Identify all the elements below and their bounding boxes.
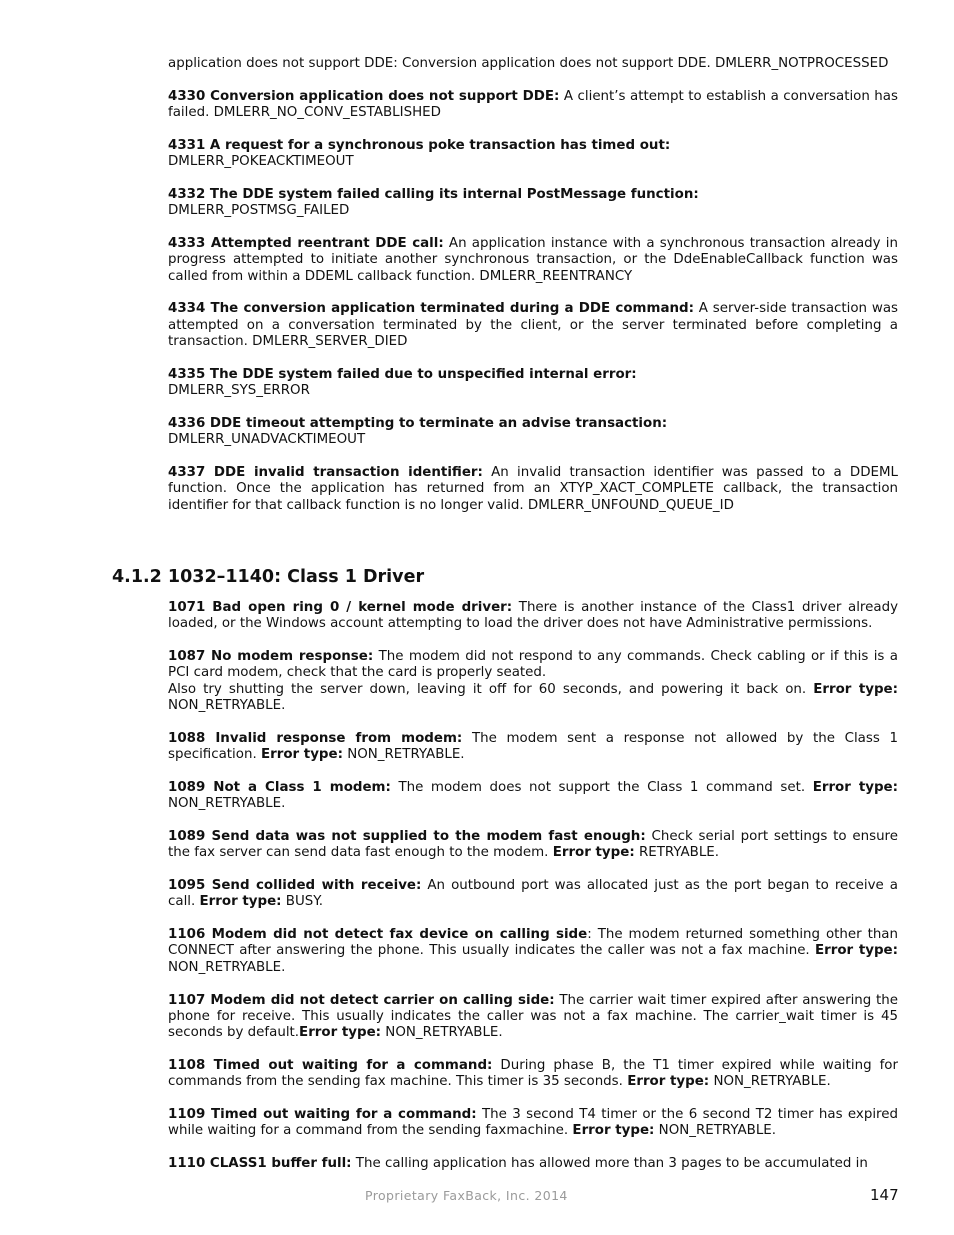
entry-paragraph — [168, 56, 898, 72]
entry-title: 4335 The DDE system failed due to unspecified internal error: — [168, 366, 637, 382]
entry-text: application does not support DDE: Conversion application does not support DDE. DMLERR_NOTPROCESSED — [168, 56, 889, 71]
entry-title: 1088 Invalid response from modem: — [168, 730, 463, 746]
entry-paragraph — [168, 138, 898, 171]
error-list-dde — [168, 56, 898, 530]
error-type-value: NON_RETRYABLE. — [168, 697, 286, 713]
error-type-value: NON_RETRYABLE. — [713, 1074, 831, 1090]
entry-paragraph — [168, 649, 898, 714]
error-type-value: NON_RETRYABLE. — [347, 747, 465, 763]
entry-title: 4330 Conversion application does not support DDE: — [168, 88, 560, 104]
entry-title: 1087 No modem response: — [168, 649, 374, 665]
entry-text: The modem sent a response not allowed by the Class 1 specification. — [168, 730, 898, 763]
entry-text: There is another instance of the Class1 driver already loaded, or the Windows account attempting to load the driver does not have Administrative permissions. — [168, 600, 898, 632]
error-type-value: BUSY. — [285, 894, 323, 910]
error-type-value: RETRYABLE. — [638, 845, 720, 861]
entry-text: The carrier wait timer expired after answering the phone for receive. This usually indicates the caller was not a fax machine. The carrier_wait timer is 45 seconds by default. — [168, 992, 898, 1041]
entry-paragraph — [168, 1156, 898, 1172]
entry-text: The 3 second T4 timer or the 6 second T2 timer has expired while waiting for a command from the sending faxmachine. — [168, 1107, 898, 1139]
entry-title: 1089 Send data was not supplied to the modem fast enough: — [168, 828, 646, 844]
entry-text: DMLERR_POKEACKTIMEOUT — [168, 154, 354, 170]
entry-title: 1095 Send collided with receive: — [168, 878, 422, 894]
error-type-label: Error type: — [199, 894, 282, 910]
entry-paragraph — [168, 1058, 898, 1091]
error-type-label: Error type: — [260, 747, 343, 763]
entry-text: A client’s attempt to establish a conversation has failed. DMLERR_NO_CONV_ESTABLISHED — [168, 88, 898, 121]
entry-title: 4332 The DDE system failed calling its internal PostMessage function: — [168, 186, 699, 202]
entry-text: DMLERR_UNADVACKTIMEOUT — [168, 432, 366, 448]
entry-paragraph — [168, 367, 898, 400]
entry-paragraph — [168, 829, 898, 862]
entry-text: The modem returned something other than CONNECT after answering the phone. This usually indicates the caller was not a fax machine. — [168, 927, 899, 959]
page-number: 147 — [870, 1186, 899, 1204]
error-type-label: Error type: — [572, 1123, 655, 1139]
entry-text: The modem did not respond to any commands. Check cabling or if this is a PCI card modem, check that the card is properly seated. — [168, 649, 898, 681]
error-type-label: Error type: — [627, 1074, 710, 1090]
error-type-value: NON_RETRYABLE. — [168, 796, 286, 812]
entry-paragraph — [168, 1107, 898, 1140]
entry-title: 4336 DDE timeout attempting to terminate an advise transaction: — [168, 415, 668, 431]
entry-title: 4333 Attempted reentrant DDE call: — [168, 236, 444, 252]
entry-paragraph — [168, 878, 898, 911]
error-type-value: NON_RETRYABLE. — [658, 1123, 776, 1139]
error-type-label: Error type: — [299, 1025, 382, 1041]
section-heading: 4.1.2 1032–1140: Class 1 Driver — [112, 567, 425, 587]
entry-text: DMLERR_SYS_ERROR — [168, 383, 310, 399]
entry-separator: : — [587, 927, 592, 943]
entry-paragraph — [168, 993, 898, 1042]
entry-title: 1089 Not a Class 1 modem: — [168, 779, 391, 795]
entry-title: 4331 A request for a synchronous poke transaction has timed out: — [168, 137, 671, 153]
entry-title: 1108 Timed out waiting for a command: — [168, 1057, 493, 1073]
entry-title: 4337 DDE invalid transaction identifier: — [168, 465, 483, 481]
error-type-label: Error type: — [552, 845, 635, 861]
entry-paragraph — [168, 600, 898, 633]
entry-paragraph — [168, 731, 898, 764]
error-list-class1-driver — [168, 600, 898, 1189]
entry-paragraph — [168, 416, 898, 449]
entry-paragraph — [168, 187, 898, 220]
entry-title: 4334 The conversion application terminated during a DDE command: — [168, 301, 694, 317]
error-type-value: NON_RETRYABLE. — [168, 959, 286, 975]
entry-text: Check serial port settings to ensure the fax server can send data fast enough to the modem. — [168, 828, 898, 861]
entry-paragraph — [168, 927, 898, 976]
entry-paragraph — [168, 301, 898, 350]
entry-paragraph — [168, 236, 898, 285]
entry-title: 1110 CLASS1 buffer full: — [168, 1156, 352, 1172]
error-type-label: Error type: — [813, 681, 898, 697]
entry-text: An invalid transaction identifier was passed to a DDEML function. Once the application has returned from an XTYP_XACT_COMPLETE callback, the transaction identifier for that callback function is no longer valid. DMLERR_UNFOUND_QUEUE_ID — [168, 465, 898, 513]
entry-text: DMLERR_POSTMSG_FAILED — [168, 203, 350, 219]
entry-paragraph — [168, 465, 898, 514]
entry-paragraph — [168, 780, 898, 813]
entry-text: An application instance with a synchronous transaction already in progress attempted to initiate another synchronous transaction, or the DdeEnableCallback function was called from within a DDEML callback function. DMLERR_REENTRANCY — [168, 236, 898, 284]
entry-text: A server-side transaction was attempted on a conversation terminated by the client, or the server terminated before completing a transaction. DMLERR_SERVER_DIED — [168, 301, 898, 350]
footer-copyright: Proprietary FaxBack, Inc. 2014 — [365, 1188, 568, 1203]
entry-paragraph — [168, 89, 898, 122]
entry-text: An outbound port was allocated just as the port began to receive a call. — [168, 878, 898, 910]
error-type-label: Error type: — [812, 779, 898, 795]
entry-text: The calling application has allowed more than 3 pages to be accumulated in — [355, 1156, 868, 1172]
error-type-value: NON_RETRYABLE. — [385, 1025, 503, 1041]
entry-text: During phase B, the T1 timer expired while waiting for commands from the sending fax machine. This timer is 35 seconds. — [168, 1057, 898, 1090]
entry-title: 1109 Timed out waiting for a command: — [168, 1107, 477, 1123]
entry-text-continued: Also try shutting the server down, leaving it off for 60 seconds, and powering it back on. — [168, 681, 807, 697]
entry-title: 1107 Modem did not detect carrier on calling side: — [168, 992, 555, 1008]
error-type-label: Error type: — [814, 943, 898, 959]
entry-text: The modem does not support the Class 1 command set. — [398, 779, 806, 795]
entry-title: 1106 Modem did not detect fax device on calling side — [168, 927, 588, 943]
entry-title: 1071 Bad open ring 0 / kernel mode driver: — [168, 600, 513, 615]
